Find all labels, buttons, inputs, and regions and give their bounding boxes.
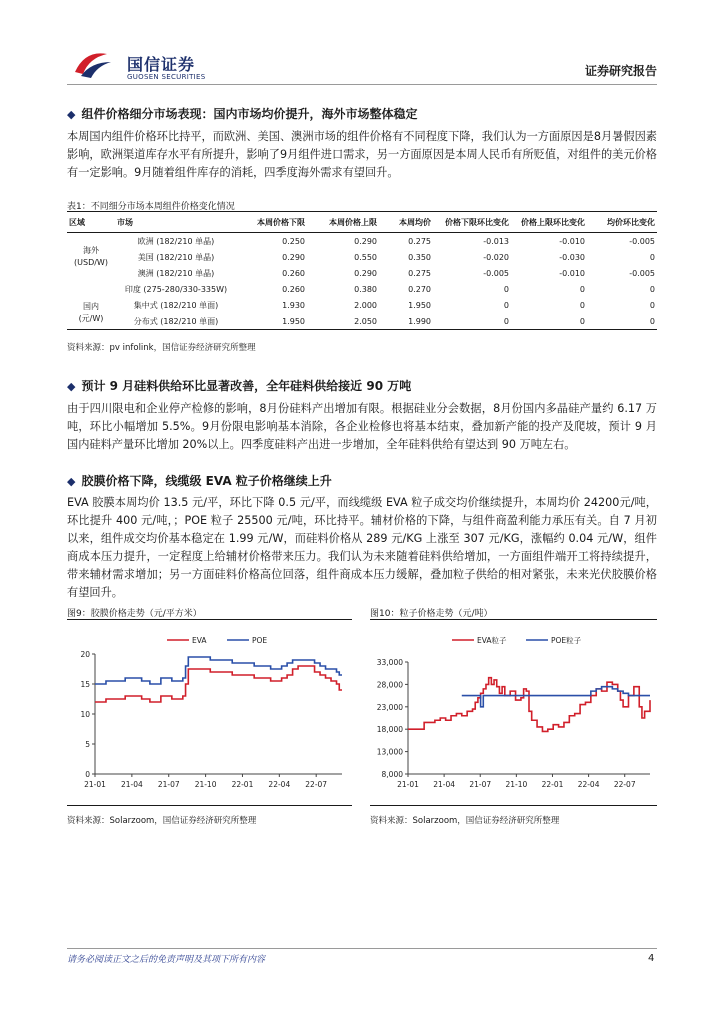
y-tick-label: 28,000 (376, 680, 403, 690)
value-cell: 0 (649, 300, 655, 310)
diamond-bullet-icon: ◆ (67, 108, 76, 121)
value-cell: 0.350 (408, 252, 431, 262)
section3-title: ◆ 胶膜价格下降，线缆级 EVA 粒子价格继续上升 (67, 474, 332, 488)
col-header: 本周价格上限 (307, 212, 379, 233)
value-cell: 0.290 (354, 268, 377, 278)
col-header: 本周均价 (379, 212, 433, 233)
series-line-EVA (95, 666, 342, 702)
value-cell: 1.990 (408, 316, 431, 326)
table-row (67, 297, 657, 313)
col-header: 价格下限环比变化 (433, 212, 511, 233)
y-tick-label: 0 (85, 770, 90, 779)
table1-source: 资料来源：pv infolink，国信证券经济研究所整理 (67, 343, 256, 353)
y-tick-label: 13,000 (376, 747, 403, 757)
value-cell: 0.260 (282, 268, 305, 278)
value-cell: 0.380 (354, 284, 377, 294)
logo-name-cn: 国信证券 (127, 55, 196, 74)
x-tick-label: 22-01 (231, 780, 254, 789)
market-cell: 集中式 (182/210 单面) (133, 300, 219, 310)
value-cell: 0.290 (282, 252, 305, 262)
x-tick-label: 21-10 (505, 780, 528, 789)
value-cell: 0 (503, 284, 509, 294)
legend-label: POE粒子 (551, 636, 582, 645)
col-header: 本周价格下限 (237, 212, 307, 233)
guosen-logo-icon (73, 50, 113, 80)
value-cell: 0.275 (408, 236, 431, 246)
section1-paragraph: 本周国内组件价格环比持平，而欧洲、美国、澳洲市场的组件价格有不同程度下降，我们认为一方面原因是8月暑假因素影响，欧洲渠道库存水平有所提升，影响了9月组件进口需求，另一方面原因是本周人民币有所贬值，对组件的美元价格有一定影响。9月随着组件库存的消耗，四季度海外需求有望回升。 (67, 130, 657, 179)
y-tick-label: 18,000 (376, 725, 403, 735)
figure9-bottom-rule (67, 805, 352, 806)
series-line-POE (95, 657, 342, 684)
market-cell: 欧洲 (182/210 单晶) (137, 236, 215, 246)
table1 (67, 211, 657, 330)
value-cell: 0 (503, 316, 509, 326)
header (67, 48, 657, 84)
header-divider (67, 84, 657, 85)
market-cell: 印度 (275-280/330-335W) (124, 284, 228, 294)
table-row (67, 281, 657, 297)
value-cell: -0.030 (559, 252, 585, 262)
figure10-caption: 图10：粒子价格走势（元/吨） (370, 609, 493, 619)
x-tick-label: 22-04 (577, 780, 600, 789)
col-header: 区域 (67, 212, 115, 233)
x-tick-label: 22-04 (268, 780, 291, 789)
x-tick-label: 21-01 (84, 780, 106, 789)
table1-caption: 表1：不同细分市场本周组件价格变化情况 (67, 202, 235, 212)
report-type-label: 证券研究报告 (584, 64, 657, 78)
figure9-top-rule (67, 619, 352, 620)
value-cell: -0.010 (559, 268, 585, 278)
col-header: 价格上限环比变化 (511, 212, 587, 233)
x-tick-label: 21-07 (469, 780, 492, 789)
table-row (67, 313, 657, 330)
legend-label: EVA (192, 636, 207, 645)
value-cell: -0.013 (483, 236, 509, 246)
market-cell: 分布式 (182/210 单面) (133, 316, 219, 326)
y-tick-label: 8,000 (381, 770, 403, 779)
logo-name-en: GUOSEN SECURITIES (127, 73, 206, 81)
section2-title: ◆ 预计 9 月硅料供给环比显著改善，全年硅料供给接近 90 万吨 (67, 379, 412, 393)
series-line-EVA粒子 (408, 678, 650, 732)
value-cell: 1.930 (282, 300, 305, 310)
value-cell: 0.250 (282, 236, 305, 246)
market-cell: 美国 (182/210 单晶) (137, 252, 215, 262)
region-cell-overseas: 海外 (USD/W) (74, 246, 108, 267)
y-tick-label: 33,000 (376, 658, 403, 667)
value-cell: 0 (649, 284, 655, 294)
x-tick-label: 21-04 (433, 780, 456, 789)
figure9-chart (67, 622, 352, 802)
series-line-POE粒子 (462, 687, 650, 707)
legend-label: EVA粒子 (477, 636, 507, 645)
figure10-top-rule (370, 619, 657, 620)
y-tick-label: 5 (85, 740, 90, 749)
table-row (67, 233, 657, 250)
x-tick-label: 22-07 (305, 780, 328, 789)
figure10-bottom-rule (370, 805, 657, 806)
market-cell: 澳洲 (182/210 单晶) (137, 268, 215, 278)
diamond-bullet-icon: ◆ (67, 380, 76, 393)
value-cell: 0.275 (408, 268, 431, 278)
diamond-bullet-icon: ◆ (67, 475, 76, 488)
value-cell: -0.005 (629, 268, 655, 278)
x-tick-label: 21-07 (157, 780, 180, 789)
figure10-source: 资料来源：Solarzoom，国信证券经济研究所整理 (370, 816, 560, 826)
value-cell: 0 (579, 284, 585, 294)
col-header: 均价环比变化 (587, 212, 657, 233)
region-cell-domestic: 国内 (元/W) (78, 302, 104, 323)
legend-label: POE (252, 636, 268, 645)
section3-paragraph: EVA 胶膜本周均价 13.5 元/平，环比下降 0.5 元/平，而线缆级 EVA 粒子成交均价继续提升，本周均价 24200元/吨，环比提升 400 元/吨，；POE 粒子 25500 元/吨，环比持平。辅材价格的下降，与组件商盈利能力承压有关。自 7 月初以来，组件成交均价基本稳定在 1.99 元/W，而硅料价格从 289 元/KG 上涨至 307 元/KG，涨幅约 0.04 元/W，组件商成本压力提升，一定程度上给辅材价格带来压力。我们认为未来随着硅料供给增加，一方面组件端开工将持续提升，带来辅材需求增加；另一方面硅料价格高位回落，组件商成本压力缓解，叠加粒子供给的相对紧张，未来光伏胶膜价格有望回升。 (67, 496, 657, 599)
value-cell: -0.005 (483, 268, 509, 278)
x-tick-label: 22-01 (541, 780, 564, 789)
y-tick-label: 20 (80, 650, 90, 659)
x-tick-label: 22-07 (613, 780, 636, 789)
value-cell: 0.260 (282, 284, 305, 294)
y-tick-label: 15 (80, 680, 90, 689)
table1-header-row (67, 212, 657, 233)
x-tick-label: 21-04 (120, 780, 143, 789)
value-cell: 1.950 (408, 300, 431, 310)
value-cell: -0.020 (483, 252, 509, 262)
figure10-chart (370, 622, 657, 802)
value-cell: 0 (649, 252, 655, 262)
value-cell: -0.010 (559, 236, 585, 246)
section1-title: ◆ 组件价格细分市场表现：国内市场均价提升，海外市场整体稳定 (67, 107, 418, 121)
section2-paragraph: 由于四川限电和企业停产检修的影响，8月份硅料产出增加有限。根据硅业分会数据，8月份国内多晶硅产量约 6.17 万吨，环比小幅增加 5.5%。9月份限电影响基本消除，各企业检修也将基本结束，叠加新产能的投产及爬坡，预计 9 月国内硅料产量环比增加 20%以上。四季度硅料产出进一步增加，全年硅料供给有望达到 90 万吨左右。 (67, 402, 657, 451)
footer-divider (67, 948, 657, 949)
figure9-caption: 图9：胶膜价格走势（元/平方米） (67, 609, 202, 619)
value-cell: 2.000 (354, 300, 377, 310)
value-cell: 0 (579, 300, 585, 310)
value-cell: 0 (649, 316, 655, 326)
x-tick-label: 21-01 (397, 780, 419, 789)
table-row (67, 249, 657, 265)
y-tick-label: 10 (80, 710, 90, 719)
value-cell: 2.050 (354, 316, 377, 326)
page-number: 4 (648, 953, 655, 964)
value-cell: 0 (579, 316, 585, 326)
value-cell: -0.005 (629, 236, 655, 246)
table-row (67, 265, 657, 281)
y-tick-label: 23,000 (376, 702, 403, 712)
value-cell: 0.270 (408, 284, 431, 294)
value-cell: 0.550 (354, 252, 377, 262)
value-cell: 0.290 (354, 236, 377, 246)
figure9-source: 资料来源：Solarzoom，国信证券经济研究所整理 (67, 816, 257, 826)
x-tick-label: 21-10 (194, 780, 217, 789)
region-cell-empty (67, 281, 115, 297)
footer-disclaimer: 请务必阅读正文之后的免责声明及其项下所有内容 (67, 955, 266, 965)
value-cell: 1.950 (282, 316, 305, 326)
col-header: 市场 (115, 212, 237, 233)
value-cell: 0 (503, 300, 509, 310)
